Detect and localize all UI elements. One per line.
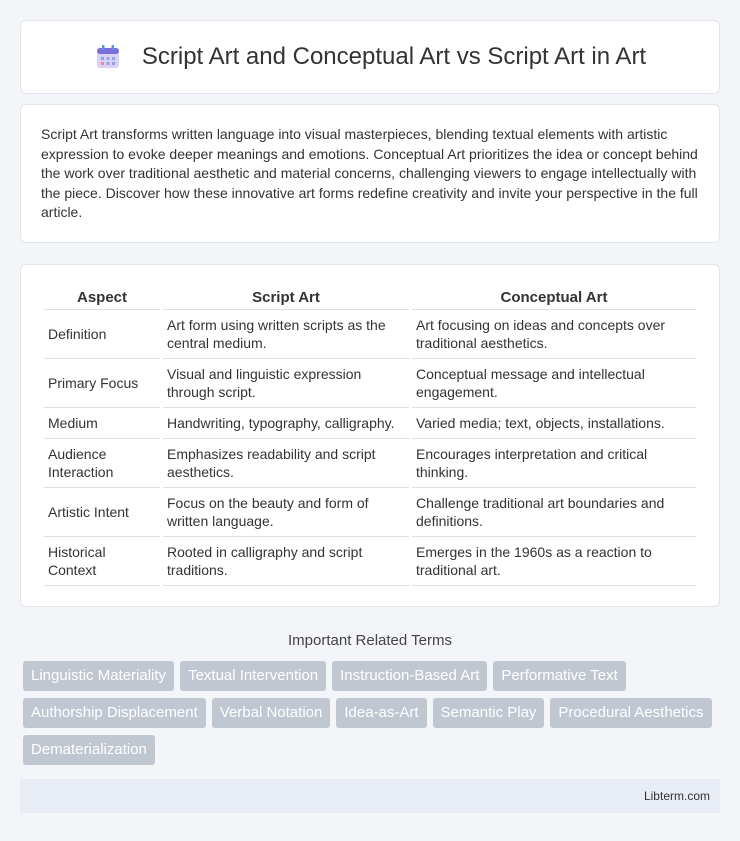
table-cell-aspect: Audience Interaction (44, 439, 160, 488)
comparison-card (20, 264, 720, 607)
table-cell-aspect: Primary Focus (44, 359, 160, 408)
table-row (44, 310, 696, 359)
header-card (20, 20, 720, 94)
intro-card (20, 104, 720, 243)
related-terms-tags (20, 661, 720, 765)
table-cell-script: Emphasizes readability and script aesthetics. (163, 439, 409, 488)
table-cell-conceptual: Emerges in the 1960s as a reaction to traditional art. (412, 537, 696, 586)
comparison-table (41, 285, 699, 586)
related-terms-section (20, 632, 720, 765)
table-cell-aspect: Definition (44, 310, 160, 359)
table-cell-conceptual: Art focusing on ideas and concepts over traditional aesthetics. (412, 310, 696, 359)
table-cell-conceptual: Varied media; text, objects, installations. (412, 408, 696, 439)
calendar-icon (94, 43, 122, 71)
related-term-tag[interactable]: Performative Text (493, 661, 625, 691)
column-header: Aspect (44, 285, 160, 310)
table-cell-script: Art form using written scripts as the central medium. (163, 310, 409, 359)
table-cell-script: Focus on the beauty and form of written language. (163, 488, 409, 537)
related-term-tag[interactable]: Procedural Aesthetics (550, 698, 711, 728)
table-cell-aspect: Medium (44, 408, 160, 439)
table-row (44, 537, 696, 586)
table-cell-aspect: Artistic Intent (44, 488, 160, 537)
footer (20, 779, 720, 813)
related-term-tag[interactable]: Instruction-Based Art (332, 661, 487, 691)
table-body (44, 310, 696, 586)
table-row (44, 359, 696, 408)
related-term-tag[interactable]: Dematerialization (23, 735, 155, 765)
table-row (44, 439, 696, 488)
related-term-tag[interactable]: Authorship Displacement (23, 698, 206, 728)
table-cell-conceptual: Encourages interpretation and critical thinking. (412, 439, 696, 488)
table-cell-aspect: Historical Context (44, 537, 160, 586)
table-row (44, 408, 696, 439)
related-term-tag[interactable]: Textual Intervention (180, 661, 326, 691)
related-term-tag[interactable]: Verbal Notation (212, 698, 331, 728)
column-header: Script Art (163, 285, 409, 310)
related-term-tag[interactable]: Semantic Play (433, 698, 545, 728)
table-cell-script: Visual and linguistic expression through script. (163, 359, 409, 408)
table-cell-script: Rooted in calligraphy and script traditions. (163, 537, 409, 586)
table-header-row (44, 285, 696, 310)
related-term-tag[interactable]: Linguistic Materiality (23, 661, 174, 691)
intro-text: Script Art transforms written language into visual masterpieces, blending textual elements with artistic expression to evoke deeper meanings and emotions. Conceptual Art prioritizes the idea or concept behind the work over traditional aesthetic and material concerns, challenging viewers to engage intellectually with the piece. Discover how these innovative art forms redefine creativity and invite your perspective in the full article. (41, 126, 698, 220)
footer-site[interactable]: Libterm.com (643, 789, 710, 803)
table-cell-conceptual: Challenge traditional art boundaries and definitions. (412, 488, 696, 537)
table-row (44, 488, 696, 537)
related-term-tag[interactable]: Idea-as-Art (336, 698, 426, 728)
page-title: Script Art and Conceptual Art vs Script Art in Art (141, 43, 647, 70)
related-terms-title: Important Related Terms (288, 632, 452, 649)
column-header: Conceptual Art (412, 285, 696, 310)
table-cell-conceptual: Conceptual message and intellectual engagement. (412, 359, 696, 408)
table-cell-script: Handwriting, typography, calligraphy. (163, 408, 409, 439)
